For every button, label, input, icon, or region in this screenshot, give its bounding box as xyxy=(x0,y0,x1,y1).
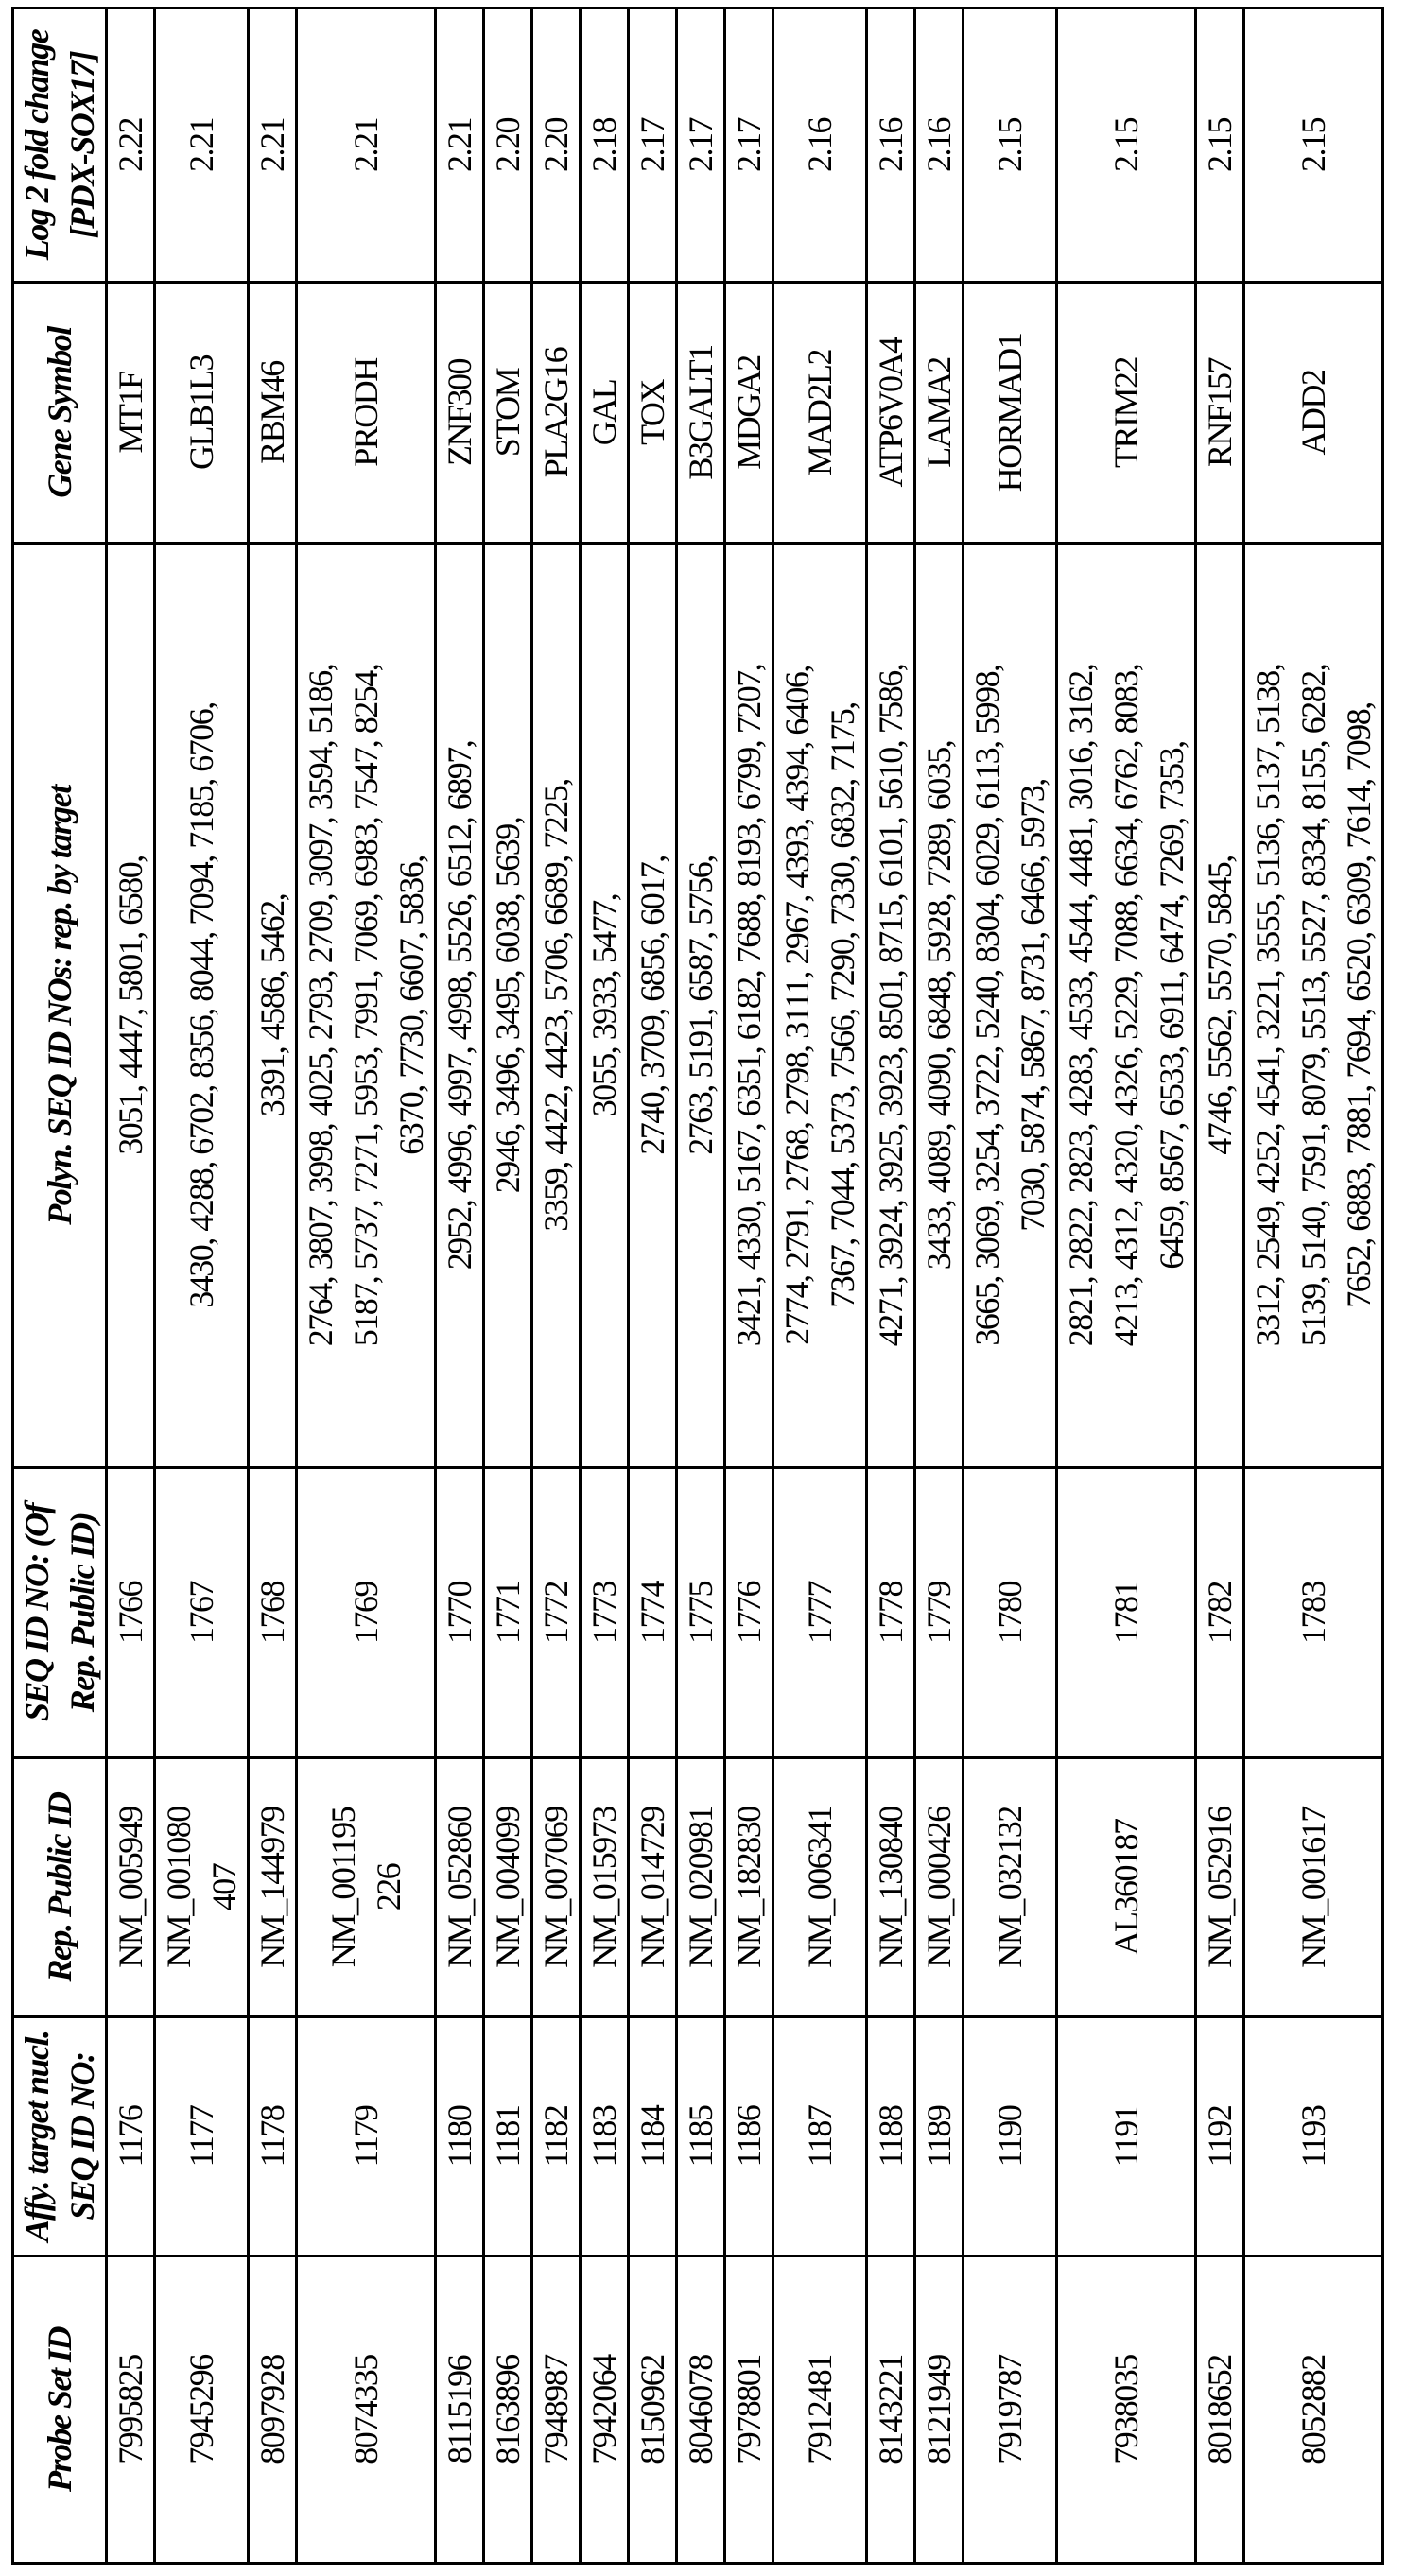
cell-seq-id-of-rep: 1771 xyxy=(484,1468,532,1758)
cell-seq-id-of-rep: 1767 xyxy=(155,1468,249,1758)
cell-polyn-seq-ids xyxy=(915,544,964,1468)
cell-line: NM_020981 xyxy=(678,1765,723,2010)
cell-polyn-seq-ids xyxy=(484,544,532,1468)
cell-seq-id-of-rep: 1773 xyxy=(581,1468,629,1758)
cell-seq-id-of-rep: 1774 xyxy=(629,1468,677,1758)
cell-log2-fold-change: 2.21 xyxy=(155,9,249,283)
cell-polyn-seq-ids xyxy=(155,544,249,1468)
cell-rep-public-id xyxy=(249,1758,297,2017)
cell-polyn-seq-ids xyxy=(725,544,773,1468)
cell-line: 7652, 6883, 7881, 7694, 6520, 6309, 7614, 7098, xyxy=(1336,550,1381,1461)
cell-line: AL360187 xyxy=(1103,1765,1149,2010)
cell-log2-fold-change: 2.21 xyxy=(436,9,484,283)
table-row xyxy=(532,9,581,2564)
cell-line: NM_001617 xyxy=(1291,1765,1336,2010)
cell-affy-target-seq-id: 1180 xyxy=(436,2017,484,2256)
cell-probe-set-id: 8046078 xyxy=(677,2256,725,2564)
cell-log2-fold-change: 2.15 xyxy=(964,9,1057,283)
cell-rep-public-id xyxy=(1196,1758,1244,2017)
cell-log2-fold-change: 2.18 xyxy=(581,9,629,283)
table-row xyxy=(107,9,155,2564)
table-row xyxy=(629,9,677,2564)
table-row xyxy=(1057,9,1196,2564)
cell-log2-fold-change: 2.20 xyxy=(484,9,532,283)
cell-line: 5187, 5737, 7271, 5953, 7991, 7069, 6983, 7547, 8254, xyxy=(343,550,389,1461)
cell-gene-symbol: STOM xyxy=(484,283,532,544)
cell-probe-set-id: 8074335 xyxy=(297,2256,436,2564)
cell-affy-target-seq-id: 1186 xyxy=(725,2017,773,2256)
cell-gene-symbol: RNF157 xyxy=(1196,283,1244,544)
cell-affy-target-seq-id: 1192 xyxy=(1196,2017,1244,2256)
cell-seq-id-of-rep: 1776 xyxy=(725,1468,773,1758)
cell-rep-public-id xyxy=(1244,1758,1383,2017)
cell-probe-set-id: 8052882 xyxy=(1244,2256,1383,2564)
cell-line: NM_001080 xyxy=(156,1765,201,2010)
cell-line: 2821, 2822, 2823, 4283, 4533, 4544, 4481, 3016, 3162, xyxy=(1058,550,1103,1461)
cell-log2-fold-change: 2.22 xyxy=(107,9,155,283)
table-row xyxy=(155,9,249,2564)
cell-line: 7367, 7044, 5373, 7566, 7290, 7330, 6832, 7175, xyxy=(820,550,865,1461)
cell-line: 3359, 4422, 4423, 5706, 6689, 7225, xyxy=(533,550,579,1461)
table-row xyxy=(436,9,484,2564)
table-row xyxy=(867,9,915,2564)
cell-rep-public-id xyxy=(867,1758,915,2017)
cell-line: NM_182830 xyxy=(726,1765,772,2010)
table-row xyxy=(677,9,725,2564)
table-body xyxy=(107,9,1383,2564)
cell-probe-set-id: 7912481 xyxy=(773,2256,867,2564)
cell-affy-target-seq-id: 1185 xyxy=(677,2017,725,2256)
cell-probe-set-id: 7948987 xyxy=(532,2256,581,2564)
cell-line: 2764, 3807, 3998, 4025, 2793, 2709, 3097, 3594, 5186, xyxy=(298,550,343,1461)
cell-line: NM_130840 xyxy=(868,1765,913,2010)
cell-rep-public-id xyxy=(484,1758,532,2017)
cell-probe-set-id: 8115196 xyxy=(436,2256,484,2564)
cell-affy-target-seq-id: 1190 xyxy=(964,2017,1057,2256)
cell-rep-public-id xyxy=(915,1758,964,2017)
cell-probe-set-id: 7942064 xyxy=(581,2256,629,2564)
header-affy-target-seq-id: Affy. target nucl. SEQ ID NO: xyxy=(13,2017,107,2256)
cell-seq-id-of-rep: 1778 xyxy=(867,1468,915,1758)
header-polyn-seq-ids: Polyn. SEQ ID NOs: rep. by target xyxy=(13,544,107,1468)
table-row xyxy=(725,9,773,2564)
cell-polyn-seq-ids xyxy=(677,544,725,1468)
cell-log2-fold-change: 2.20 xyxy=(532,9,581,283)
cell-rep-public-id xyxy=(532,1758,581,2017)
cell-affy-target-seq-id: 1191 xyxy=(1057,2017,1196,2256)
cell-affy-target-seq-id: 1183 xyxy=(581,2017,629,2256)
cell-log2-fold-change: 2.17 xyxy=(677,9,725,283)
cell-line: 3055, 3933, 5477, xyxy=(582,550,627,1461)
cell-seq-id-of-rep: 1772 xyxy=(532,1468,581,1758)
cell-seq-id-of-rep: 1779 xyxy=(915,1468,964,1758)
cell-line: 3665, 3069, 3254, 3722, 5240, 8304, 6029, 6113, 5998, xyxy=(964,550,1010,1461)
cell-gene-symbol: B3GALT1 xyxy=(677,283,725,544)
cell-probe-set-id: 7938035 xyxy=(1057,2256,1196,2564)
cell-polyn-seq-ids xyxy=(1244,544,1383,1468)
header-gene-symbol: Gene Symbol xyxy=(13,283,107,544)
cell-gene-symbol: TRIM22 xyxy=(1057,283,1196,544)
header-log2-fold-change: Log 2 fold change [PDX-SOX17] xyxy=(13,9,107,283)
cell-line: 3051, 4447, 5801, 6580, xyxy=(108,550,153,1461)
header-rep-public-id: Rep. Public ID xyxy=(13,1758,107,2017)
cell-line: 4746, 5562, 5570, 5845, xyxy=(1197,550,1242,1461)
cell-gene-symbol: PRODH xyxy=(297,283,436,544)
cell-line: NM_014729 xyxy=(630,1765,675,2010)
cell-polyn-seq-ids xyxy=(964,544,1057,1468)
cell-gene-symbol: MT1F xyxy=(107,283,155,544)
table-row xyxy=(1244,9,1383,2564)
cell-affy-target-seq-id: 1189 xyxy=(915,2017,964,2256)
header-probe-set-id: Probe Set ID xyxy=(13,2256,107,2564)
cell-gene-symbol: LAMA2 xyxy=(915,283,964,544)
cell-line: NM_052860 xyxy=(437,1765,482,2010)
cell-probe-set-id: 8143221 xyxy=(867,2256,915,2564)
cell-gene-symbol: MDGA2 xyxy=(725,283,773,544)
cell-log2-fold-change: 2.16 xyxy=(915,9,964,283)
cell-log2-fold-change: 2.16 xyxy=(867,9,915,283)
cell-line: NM_000426 xyxy=(916,1765,962,2010)
cell-seq-id-of-rep: 1768 xyxy=(249,1468,297,1758)
cell-rep-public-id xyxy=(155,1758,249,2017)
cell-log2-fold-change: 2.15 xyxy=(1057,9,1196,283)
cell-line: NM_004099 xyxy=(485,1765,530,2010)
header-seq-id-of-rep: SEQ ID NO: (Of Rep. Public ID) xyxy=(13,1468,107,1758)
cell-probe-set-id: 8163896 xyxy=(484,2256,532,2564)
table-row xyxy=(581,9,629,2564)
cell-line: 7030, 5874, 5867, 8731, 6466, 5973, xyxy=(1010,550,1055,1461)
cell-seq-id-of-rep: 1769 xyxy=(297,1468,436,1758)
cell-gene-symbol: MAD2L2 xyxy=(773,283,867,544)
cell-rep-public-id xyxy=(725,1758,773,2017)
cell-log2-fold-change: 2.17 xyxy=(725,9,773,283)
cell-log2-fold-change: 2.21 xyxy=(297,9,436,283)
cell-line: 2774, 2791, 2768, 2798, 3111, 2967, 4393, 4394, 6406, xyxy=(774,550,820,1461)
cell-seq-id-of-rep: 1770 xyxy=(436,1468,484,1758)
cell-seq-id-of-rep: 1783 xyxy=(1244,1468,1383,1758)
cell-gene-symbol: PLA2G16 xyxy=(532,283,581,544)
cell-affy-target-seq-id: 1181 xyxy=(484,2017,532,2256)
cell-polyn-seq-ids xyxy=(629,544,677,1468)
cell-polyn-seq-ids xyxy=(436,544,484,1468)
cell-line: 3312, 2549, 4252, 4541, 3221, 3555, 5136, 5137, 5138, xyxy=(1245,550,1291,1461)
cell-log2-fold-change: 2.15 xyxy=(1196,9,1244,283)
cell-line: NM_032132 xyxy=(987,1765,1033,2010)
cell-line: 3421, 4330, 5167, 6351, 6182, 7688, 8193, 6799, 7207, xyxy=(726,550,772,1461)
cell-probe-set-id: 7995825 xyxy=(107,2256,155,2564)
cell-probe-set-id: 7945296 xyxy=(155,2256,249,2564)
cell-polyn-seq-ids xyxy=(773,544,867,1468)
cell-gene-symbol: TOX xyxy=(629,283,677,544)
cell-line: 3430, 4288, 6702, 8356, 8044, 7094, 7185, 6706, xyxy=(179,550,224,1461)
cell-rep-public-id xyxy=(107,1758,155,2017)
cell-log2-fold-change: 2.17 xyxy=(629,9,677,283)
cell-gene-symbol: HORMAD1 xyxy=(964,283,1057,544)
cell-gene-symbol: ATP6V0A4 xyxy=(867,283,915,544)
cell-rep-public-id xyxy=(629,1758,677,2017)
cell-rep-public-id xyxy=(964,1758,1057,2017)
cell-affy-target-seq-id: 1179 xyxy=(297,2017,436,2256)
cell-seq-id-of-rep: 1777 xyxy=(773,1468,867,1758)
cell-probe-set-id: 8018652 xyxy=(1196,2256,1244,2564)
cell-line: 226 xyxy=(366,1765,411,2010)
cell-rep-public-id xyxy=(773,1758,867,2017)
cell-gene-symbol: GAL xyxy=(581,283,629,544)
cell-probe-set-id: 7978801 xyxy=(725,2256,773,2564)
table-row xyxy=(1196,9,1244,2564)
cell-rep-public-id xyxy=(677,1758,725,2017)
gene-expression-table xyxy=(11,7,1384,2565)
cell-gene-symbol: ZNF300 xyxy=(436,283,484,544)
cell-log2-fold-change: 2.16 xyxy=(773,9,867,283)
cell-polyn-seq-ids xyxy=(581,544,629,1468)
cell-affy-target-seq-id: 1178 xyxy=(249,2017,297,2256)
cell-rep-public-id xyxy=(581,1758,629,2017)
cell-line: NM_015973 xyxy=(582,1765,627,2010)
cell-polyn-seq-ids xyxy=(1057,544,1196,1468)
cell-polyn-seq-ids xyxy=(867,544,915,1468)
cell-line: NM_052916 xyxy=(1197,1765,1242,2010)
cell-line: NM_005949 xyxy=(108,1765,153,2010)
header-row xyxy=(13,9,107,2564)
table-row xyxy=(484,9,532,2564)
cell-line: 3391, 4586, 5462, xyxy=(250,550,295,1461)
cell-affy-target-seq-id: 1188 xyxy=(867,2017,915,2256)
cell-polyn-seq-ids xyxy=(107,544,155,1468)
cell-line: 4271, 3924, 3925, 3923, 8501, 8715, 6101, 5610, 7586, xyxy=(868,550,913,1461)
cell-probe-set-id: 8121949 xyxy=(915,2256,964,2564)
cell-probe-set-id: 7919787 xyxy=(964,2256,1057,2564)
cell-line: 3433, 4089, 4090, 6848, 5928, 7289, 6035, xyxy=(916,550,962,1461)
cell-gene-symbol: ADD2 xyxy=(1244,283,1383,544)
cell-affy-target-seq-id: 1187 xyxy=(773,2017,867,2256)
cell-rep-public-id xyxy=(297,1758,436,2017)
cell-log2-fold-change: 2.21 xyxy=(249,9,297,283)
table-row xyxy=(915,9,964,2564)
cell-line: 2763, 5191, 6587, 5756, xyxy=(678,550,723,1461)
cell-affy-target-seq-id: 1177 xyxy=(155,2017,249,2256)
rotated-table-page xyxy=(11,10,1412,2565)
cell-affy-target-seq-id: 1184 xyxy=(629,2017,677,2256)
cell-line: 2952, 4996, 4997, 4998, 5526, 6512, 6897, xyxy=(437,550,482,1461)
cell-line: 6459, 8567, 6533, 6911, 6474, 7269, 7353, xyxy=(1149,550,1194,1461)
cell-polyn-seq-ids xyxy=(1196,544,1244,1468)
cell-line: NM_144979 xyxy=(250,1765,295,2010)
cell-polyn-seq-ids xyxy=(249,544,297,1468)
cell-affy-target-seq-id: 1176 xyxy=(107,2017,155,2256)
cell-line: NM_006341 xyxy=(797,1765,842,2010)
table-row xyxy=(297,9,436,2564)
cell-line: 6370, 7730, 6607, 5836, xyxy=(389,550,434,1461)
cell-polyn-seq-ids xyxy=(532,544,581,1468)
cell-line: 4213, 4312, 4320, 4326, 5229, 7088, 6634, 6762, 8083, xyxy=(1103,550,1149,1461)
cell-seq-id-of-rep: 1780 xyxy=(964,1468,1057,1758)
cell-probe-set-id: 8150962 xyxy=(629,2256,677,2564)
cell-rep-public-id xyxy=(1057,1758,1196,2017)
cell-log2-fold-change: 2.15 xyxy=(1244,9,1383,283)
cell-gene-symbol: GLB1L3 xyxy=(155,283,249,544)
cell-seq-id-of-rep: 1766 xyxy=(107,1468,155,1758)
cell-line: 407 xyxy=(201,1765,247,2010)
cell-probe-set-id: 8097928 xyxy=(249,2256,297,2564)
cell-rep-public-id xyxy=(436,1758,484,2017)
cell-line: 5139, 5140, 7591, 8079, 5513, 5527, 8334, 8155, 6282, xyxy=(1291,550,1336,1461)
cell-gene-symbol: RBM46 xyxy=(249,283,297,544)
cell-line: 2946, 3496, 3495, 6038, 5639, xyxy=(485,550,530,1461)
cell-affy-target-seq-id: 1182 xyxy=(532,2017,581,2256)
cell-seq-id-of-rep: 1775 xyxy=(677,1468,725,1758)
table-row xyxy=(249,9,297,2564)
cell-affy-target-seq-id: 1193 xyxy=(1244,2017,1383,2256)
cell-line: 2740, 3709, 6856, 6017, xyxy=(630,550,675,1461)
cell-line: NM_007069 xyxy=(533,1765,579,2010)
cell-line: NM_001195 xyxy=(321,1765,366,2010)
table-row xyxy=(964,9,1057,2564)
cell-seq-id-of-rep: 1781 xyxy=(1057,1468,1196,1758)
cell-polyn-seq-ids xyxy=(297,544,436,1468)
table-row xyxy=(773,9,867,2564)
cell-seq-id-of-rep: 1782 xyxy=(1196,1468,1244,1758)
